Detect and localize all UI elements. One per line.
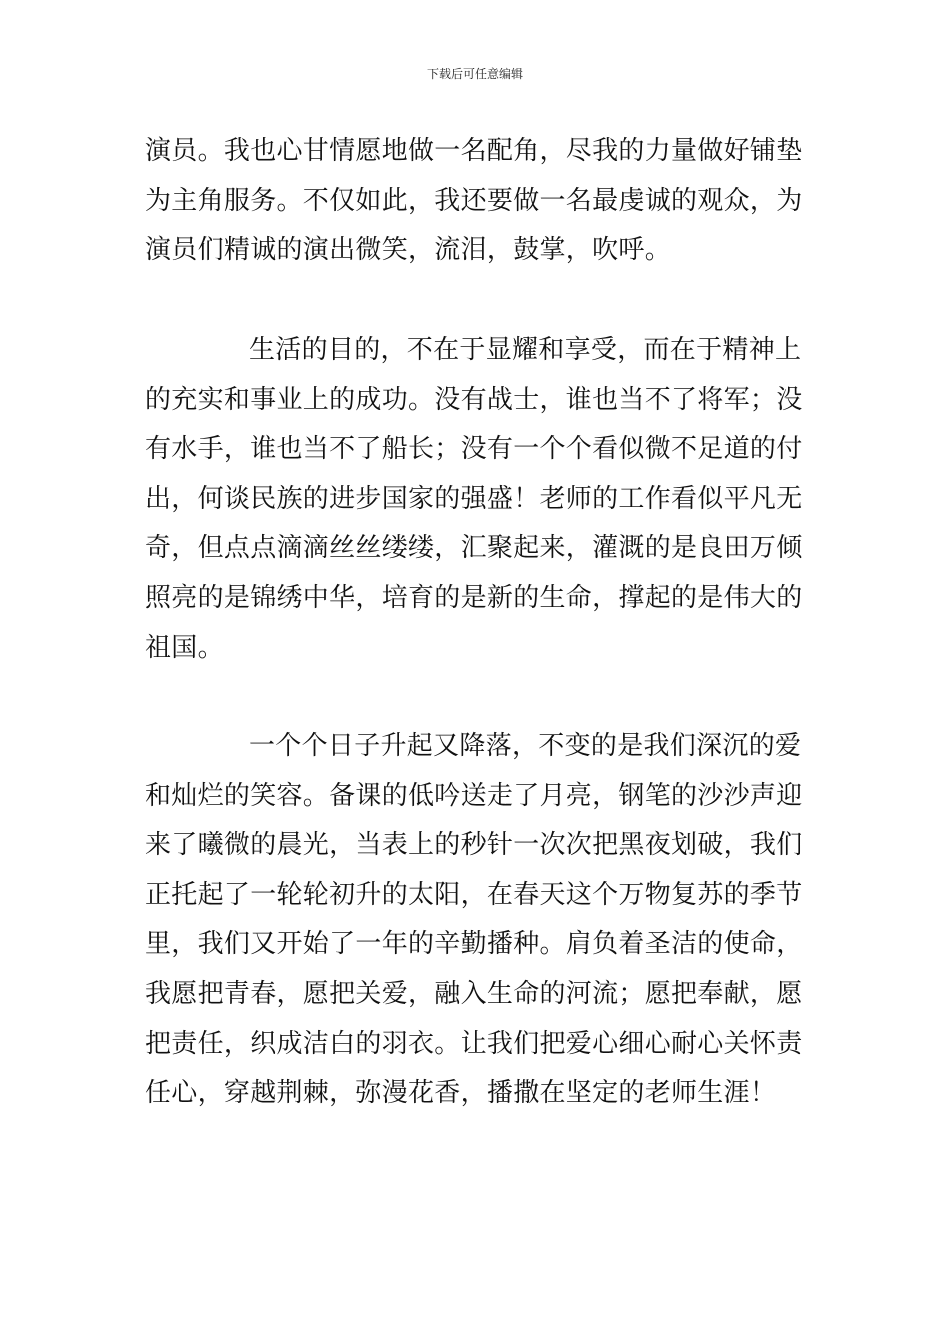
text-line: 来了曦微的晨光，当表上的秒针一次次把黑夜划破，我们: [145, 830, 803, 861]
paragraph-2: [145, 326, 807, 673]
text-line: 生活的目的，不在于显耀和享受，而在于精神上: [249, 335, 802, 365]
header-note: 下载后可任意编辑: [426, 67, 523, 81]
text-line: 祖国。: [145, 632, 224, 663]
text-line: 奇，但点点滴滴丝丝缕缕，汇聚起来，灌溉的是良田万倾: [145, 533, 803, 564]
text-line: 我愿把青春，愿把关爱，融入生命的河流；愿把奉献，愿: [145, 978, 803, 1009]
text-line: 为主角服务。不仅如此，我还要做一名最虔诚的观众，为: [145, 185, 803, 216]
text-line: 照亮的是锦绣中华，培育的是新的生命，撑起的是伟大的: [145, 582, 803, 613]
paragraph-3: [145, 722, 807, 1119]
text-line: 里，我们又开始了一年的辛勤播种。肩负着圣洁的使命，: [145, 929, 803, 960]
text-line: 正托起了一轮轮初升的太阳，在春天这个万物复苏的季节: [145, 879, 803, 910]
text-line: 演员们精诚的演出微笑，流泪，鼓掌，吹呼。: [145, 235, 672, 266]
text-line: 把责任，织成洁白的羽衣。让我们把爱心细心耐心关怀责: [145, 1028, 803, 1059]
text-line: 出，何谈民族的进步国家的强盛！老师的工作看似平凡无: [145, 483, 803, 514]
paragraph-1: [145, 127, 807, 276]
text-line: 一个个日子升起又降落，不变的是我们深沉的爱: [249, 731, 802, 761]
text-line: 演员。我也心甘情愿地做一名配角，尽我的力量做好铺垫: [145, 136, 803, 166]
text-line: 任心，穿越荆棘，弥漫花香，播撒在坚定的老师生涯！: [145, 1078, 777, 1109]
text-line: 有水手，谁也当不了船长；没有一个个看似微不足道的付: [145, 434, 803, 465]
text-line: 的充实和事业上的成功。没有战士，谁也当不了将军；没: [145, 384, 803, 415]
text-line: 和灿烂的笑容。备课的低吟送走了月亮，钢笔的沙沙声迎: [145, 780, 803, 811]
